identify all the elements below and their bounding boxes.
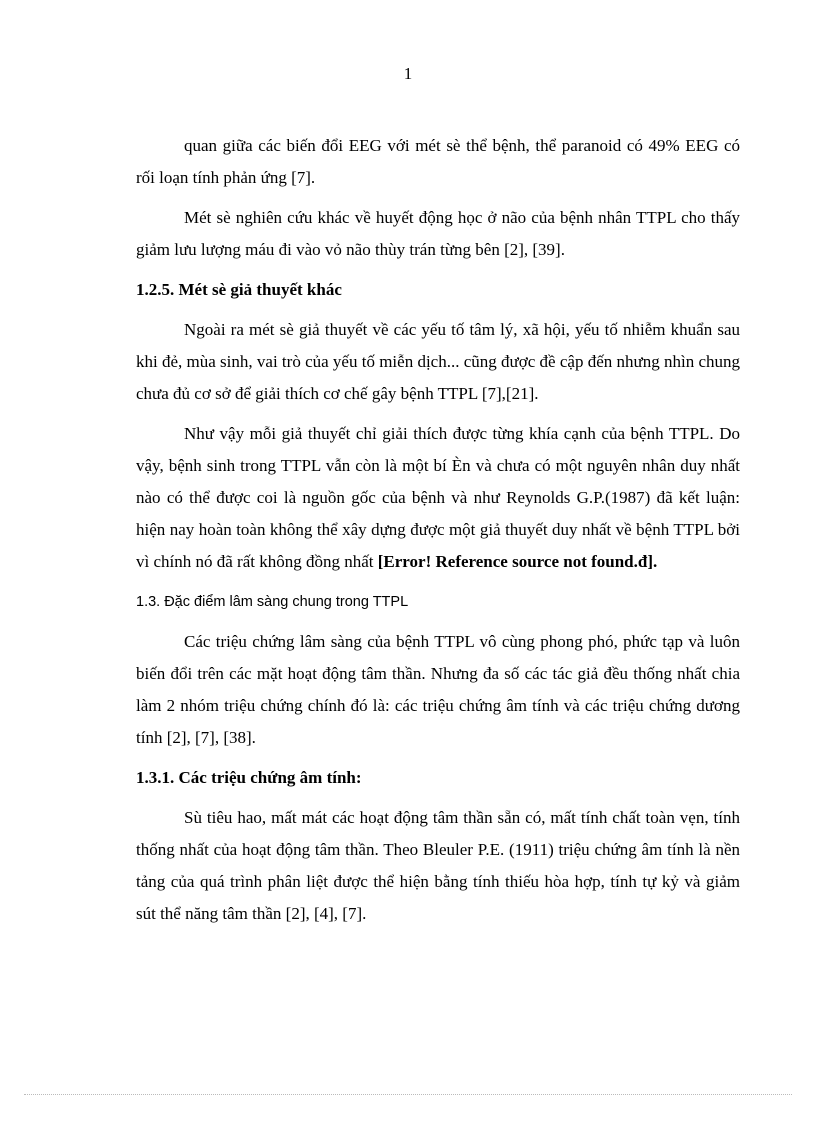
paragraph-conclusion-text: Như vậy mỗi giả thuyết chỉ giải thích được từng khía cạnh của bệnh TTPL. Do vậy, bệnh sinh trong TTPL vẫn còn là một bí Èn và chưa có một nguyên nhân duy nhất nào có thể được coi là nguồn gốc của bệnh và như Reynolds G.P.(1987) đã kết luận: hiện nay hoàn toàn không thể xây dựng được một giả thuyết duy nhất về bệnh TTPL bởi vì chính nó đã rất không đồng nhất — [136, 424, 740, 571]
paragraph-clinical-symptoms: Các triệu chứng lâm sàng của bệnh TTPL vô cùng phong phó, phức tạp và luôn biến đổi trên các mặt hoạt động tâm thần. Nhưng đa số các tác giả đều thống nhất chia làm 2 nhóm triệu chứng chính đó là: các triệu chứng âm tính và các triệu chứng dương tính [2], [7], [38]. — [136, 632, 740, 747]
paragraph-eeg: quan giữa các biến đổi EEG với mét sè thể bệnh, thể paranoid có 49% EEG có rối loạn tính phản ứng [7]. — [136, 136, 740, 187]
page-bottom-divider — [24, 1094, 792, 1095]
document-body — [136, 130, 740, 930]
paragraph-hemodynamics: Mét sè nghiên cứu khác về huyết động học ở não của bệnh nhân TTPL cho thấy giảm lưu lượng máu đi vào vỏ não thùy trán từng bên [2], [39]. — [136, 208, 740, 259]
paragraph-negative-symptoms: Sù tiêu hao, mất mát các hoạt động tâm thần sẵn có, mất tính chất toàn vẹn, tính thống nhất của hoạt động tâm thần. Theo Bleuler P.E. (1911) triệu chứng âm tính là nền tảng của quá trình phân liệt được thể hiện bằng tính thiếu hòa hợp, tính tự kỷ và giảm sút thể năng tâm thần [2], [4], [7]. — [136, 808, 740, 923]
heading-1-2-5: 1.2.5. Mét sè giả thuyết khác — [136, 280, 342, 299]
heading-1-3-1: 1.3.1. Các triệu chứng âm tính: — [136, 768, 362, 787]
page-number: 1 — [403, 64, 413, 83]
paragraph-other-hypotheses: Ngoài ra mét sè giả thuyết về các yếu tố tâm lý, xã hội, yếu tố nhiễm khuẩn sau khi đẻ, mùa sinh, vai trò của yếu tố miễn dịch... cũng được đề cập đến nhưng nhìn chung chưa đủ cơ sở để giải thích cơ chế gây bệnh TTPL [7],[21]. — [136, 320, 740, 403]
paragraph-conclusion — [136, 418, 740, 578]
heading-1-3: 1.3. Đặc điểm lâm sàng chung trong TTPL — [136, 594, 409, 610]
reference-error: [Error! Reference source not found.đ]. — [377, 552, 658, 571]
